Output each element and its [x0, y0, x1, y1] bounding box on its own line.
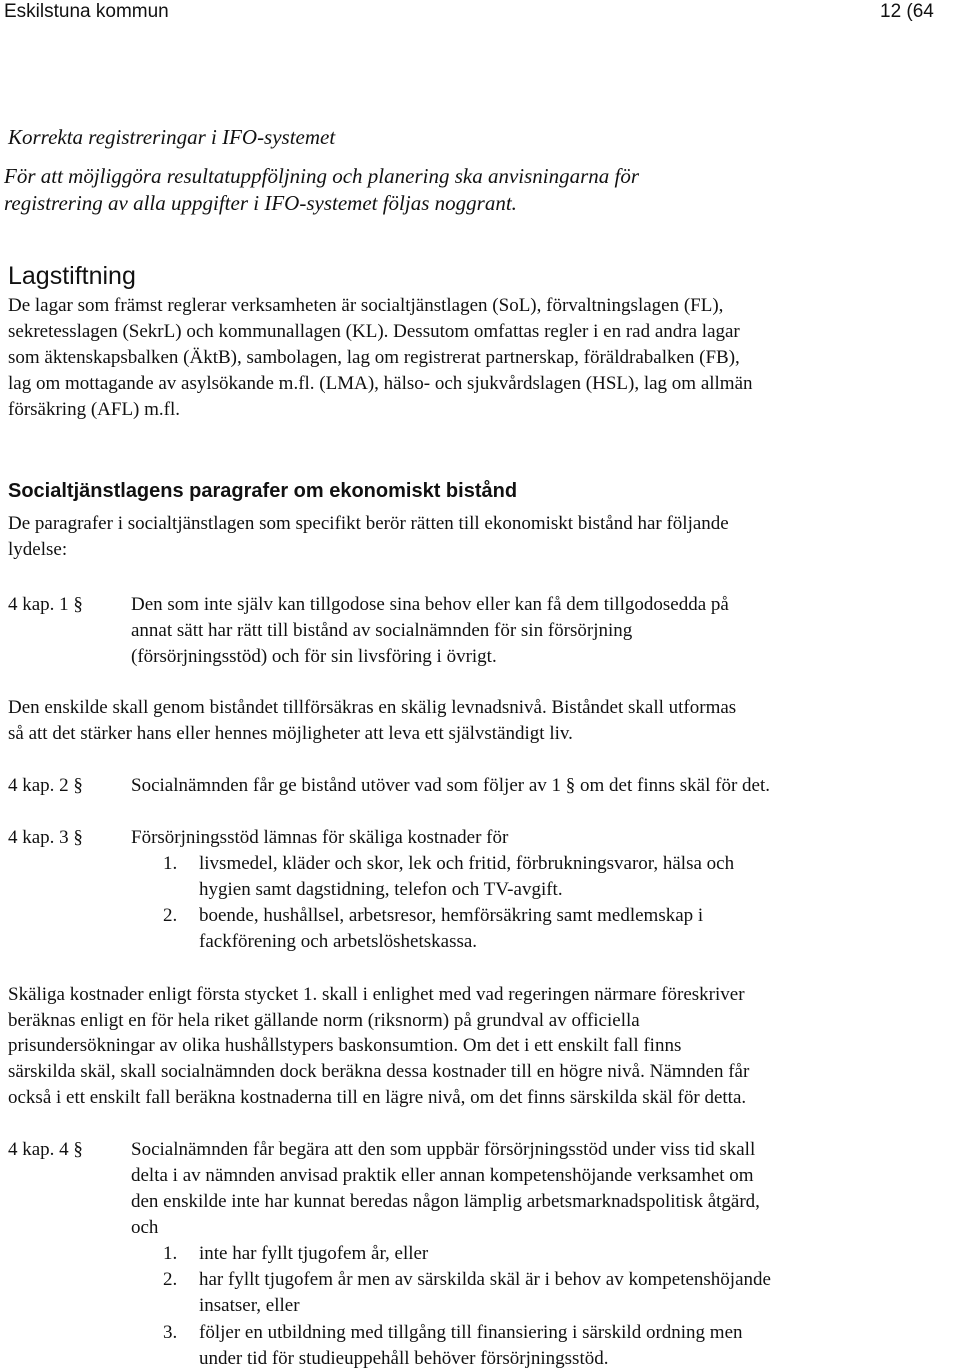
text-line: (försörjningsstöd) och för sin livsföring i övrigt. [131, 646, 497, 667]
kap2-text: Socialnämnden får ge bistånd utöver vad som följer av 1 § om det finns skäl för det. [131, 775, 770, 796]
kap4-text [131, 1137, 760, 1241]
text-line: lag om mottagande av asylsökande m.fl. (LMA), hälso- och sjukvårdslagen (HSL), lag om allmän [8, 373, 753, 394]
kap3-text: Försörjningsstöd lämnas för skäliga kostnader för [131, 827, 509, 848]
kap4-item-num: 3. [163, 1322, 178, 1343]
text-line: De paragrafer i socialtjänstlagen som specifikt berör rätten till ekonomiskt bistånd har följande [8, 513, 729, 534]
text-line: följer en utbildning med tillgång till finansiering i särskild ordning men [199, 1322, 743, 1343]
kap3-ref: 4 kap. 3 § [8, 827, 83, 848]
kap4-item-text [199, 1267, 771, 1319]
text-line: registrering av alla uppgifter i IFO-systemet följas noggrant. [4, 191, 517, 215]
text-line: fackförening och arbetslöshetskassa. [199, 931, 478, 952]
ifo-text [4, 163, 639, 217]
kap4-item-text [199, 1320, 743, 1372]
paragrafer-intro [8, 511, 729, 563]
text-line: De lagar som främst reglerar verksamheten är socialtjänstlagen (SoL), förvaltningslagen (FL), [8, 295, 724, 316]
text-line: den enskilde inte har kunnat beredas någon lämplig arbetsmarknadspolitisk åtgärd, [131, 1191, 760, 1212]
skaliga-paragraph [8, 982, 749, 1110]
text-line: också i ett enskilt fall beräkna kostnaderna till en lägre nivå, om det finns särskilda skäl för detta. [8, 1086, 747, 1108]
text-line: så att det stärker hans eller hennes möjligheter att leva ett självständigt liv. [8, 723, 573, 744]
text-line: prisundersökningar av olika hushållstypers baskonsumtion. Om det i ett enskilt fall finns [8, 1035, 682, 1057]
lagstiftning-text [8, 293, 753, 423]
text-line: delta i av nämnden anvisad praktik eller annan kompetenshöjande verksamhet om [131, 1165, 754, 1186]
text-line: Den enskilde skall genom biståndet tillförsäkras en skälig levnadsnivå. Biståndet skall utformas [8, 697, 737, 718]
kap4-item-text: inte har fyllt tjugofem år, eller [199, 1243, 429, 1264]
text-line: försäkring (AFL) m.fl. [8, 399, 181, 420]
text-line: För att möjliggöra resultatuppföljning och planering ska anvisningarna för [4, 164, 640, 188]
text-line: särskilda skäl, skall socialnämnden dock beräkna dessa kostnader till en högre nivå. Nämnden får [8, 1061, 750, 1083]
text-line: insatser, eller [199, 1295, 300, 1316]
text-line: Skäliga kostnader enligt första stycket 1. skall i enlighet med vad regeringen närmare föreskriver [8, 984, 745, 1005]
text-line: beräknas enligt en för hela riket gällande norm (riksnorm) på grundval av officiella [8, 1009, 640, 1031]
header-page-number: 12 (64 [880, 1, 934, 22]
kap2-ref: 4 kap. 2 § [8, 775, 83, 796]
text-line: som äktenskapsbalken (ÄktB), sambolagen, lag om registrerat partnerskap, föräldrabalken (FB), [8, 347, 740, 368]
text-line: och [131, 1217, 159, 1238]
enskilde-paragraph [8, 695, 736, 747]
text-line: hygien samt dagstidning, telefon och TV-avgift. [199, 879, 563, 900]
kap3-item-text [199, 851, 734, 903]
kap4-ref: 4 kap. 4 § [8, 1139, 83, 1160]
header-org: Eskilstuna kommun [4, 1, 169, 22]
text-line: livsmedel, kläder och skor, lek och fritid, förbrukningsvaror, hälsa och [199, 853, 735, 874]
text-line: boende, hushållsel, arbetsresor, hemförsäkring samt medlemskap i [199, 905, 704, 926]
text-line: har fyllt tjugofem år men av särskilda skäl är i behov av kompetenshöjande [199, 1269, 771, 1290]
kap4-item-num: 2. [163, 1269, 178, 1290]
paragrafer-heading: Socialtjänstlagens paragrafer om ekonomiskt bistånd [8, 480, 518, 502]
text-line: lydelse: [8, 539, 68, 560]
kap3-item-text [199, 903, 703, 955]
kap3-item-num: 1. [163, 853, 178, 874]
kap1-text [131, 592, 729, 670]
ifo-title: Korrekta registreringar i IFO-systemet [8, 125, 336, 149]
text-line: Socialnämnden får begära att den som uppbär försörjningsstöd under viss tid skall [131, 1139, 756, 1160]
kap4-item-num: 1. [163, 1243, 178, 1264]
lagstiftning-heading: Lagstiftning [8, 262, 136, 290]
text-line: under tid för studieuppehåll behöver försörjningsstöd. [199, 1348, 609, 1369]
kap1-ref: 4 kap. 1 § [8, 594, 83, 615]
text-line: annat sätt har rätt till bistånd av socialnämnden för sin försörjning [131, 620, 633, 641]
text-line: sekretesslagen (SekrL) och kommunallagen (KL). Dessutom omfattas regler i en rad andra lagar [8, 321, 740, 342]
kap3-item-num: 2. [163, 905, 178, 926]
text-line: Den som inte själv kan tillgodose sina behov eller kan få dem tillgodosedda på [131, 594, 729, 615]
